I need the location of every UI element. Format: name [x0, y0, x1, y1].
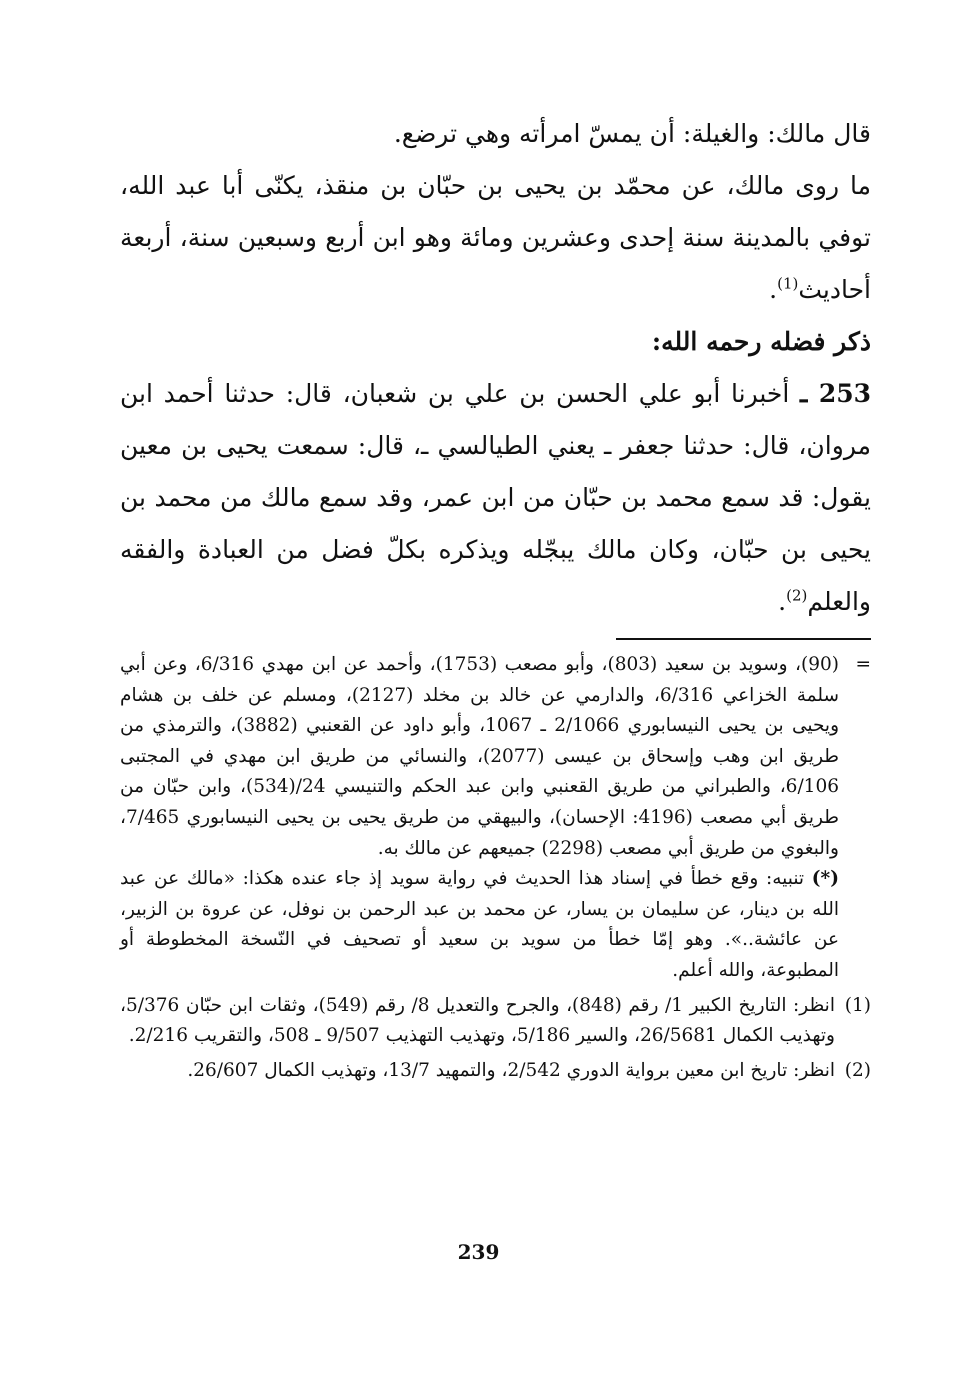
tanbih-text: تنبيه: وقع خطأ في إسناد هذا الحديث في رواية سويد إذ جاء عنده هكذا: «مالك عن عبد الله بن دينار، عن سليمان بن يسار، عن محمد بن عبد الرحمن بن نوفل، عن عروة بن الزبير، عن عائشة..». وهو إمّا خطأ من سويد بن سعيد أو تصحيف في النّسخة المخطوطة أو المطبوعة، والله أعلم.: [120, 868, 839, 981]
footnote-1-marker: (1): [844, 994, 871, 1016]
continuation-marker: =: [855, 654, 871, 675]
footnote-2-marker: (2): [844, 1059, 871, 1081]
continuation-text: (90)، وسويد بن سعيد (803)، وأبو مصعب (1753)، وأحمد عن ابن مهدي 6/316، وعن أبي سلمة الخزاعي 6/316، والدارمي عن خالد بن مخلد (2127)، ومسلم عن خلف بن هشام ويحيى بن يحيى النيسابوري 2/1066 ـ 1067، وأبو داود عن القعنبي (3882)، والترمذي من طريق ابن وهب وإسحاق بن عيسى (2077)، والنسائي من طريق ابن مهدي في المجتبى 6/106، والطبراني من طريق القعنبي وابن عبد الحكم والتنيسي 24/(534)، وابن حبّان من طريق أبي مصعب (4196: الإحسان)، والبيهقي من طريق يحيى بن يحيى النيسابوري 7/465، والبغوي من طريق أبي مصعب (2298) جميعهم عن مالك به.: [120, 654, 840, 859]
footnotes: [120, 650, 871, 1086]
paragraph-biography: ما روى مالك، عن محمّد بن يحيى بن حبّان بن منقذ، يكنّى أبا عبد الله، توفي بالمدينة سنة إحدى وعشرين ومائة وهو ابن أربع وسبعين سنة، أربعة أحاديث$^{(1)}$.: [120, 171, 871, 304]
footnote-separator: [616, 638, 871, 640]
page-number: 239: [457, 1240, 500, 1264]
paragraph-hadith-253: 253 ـ أخبرنا أبو علي الحسن بن علي بن شعبان، قال: حدثنا أحمد ابن مروان، قال: حدثنا جعفر ـ يعني الطيالسي ـ، قال: سمعت يحيى بن معين يقول: قد سمع محمد بن حبّان من ابن عمر، وقد سمع مالك من محمد بن يحيى بن حبّان، وكان مالك يبجّله ويذكره بكلّ فضل من العبادة والفقه والعلم$^{(2)}$.: [120, 379, 872, 616]
footnote-ref-1: (1): [777, 274, 799, 293]
hadith-number: 253 ـ: [800, 379, 872, 408]
main-text: [120, 108, 871, 628]
footnote-2: [120, 1056, 871, 1087]
footnote-1-text: انظر: التاريخ الكبير 1/ رقم (848)، والجرح والتعديل 8/ رقم (549)، وثقات ابن حبّان 5/376، وتهذيب الكمال 26/5681، والسير 5/186، وتهذيب التهذيب 9/507 ـ 508، والتقريب 2/216.: [120, 994, 835, 1047]
footnote-ref-2: (2): [786, 586, 808, 605]
footnote-2-text: انظر: تاريخ ابن معين برواية الدوري 2/542، والتمهيد 13/7، وتهذيب الكمال 26/607.: [187, 1059, 835, 1081]
asterisk-marker: (*): [811, 868, 839, 890]
footnote-tanbih: [120, 864, 871, 986]
footnote-1: [120, 991, 871, 1052]
section-heading: ذكر فضله رحمه الله:: [651, 327, 871, 356]
paragraph-gheela: قال مالك: والغيلة: أن يمسّ امرأته وهي ترضع.: [393, 119, 871, 148]
footnote-continuation: [120, 650, 871, 864]
